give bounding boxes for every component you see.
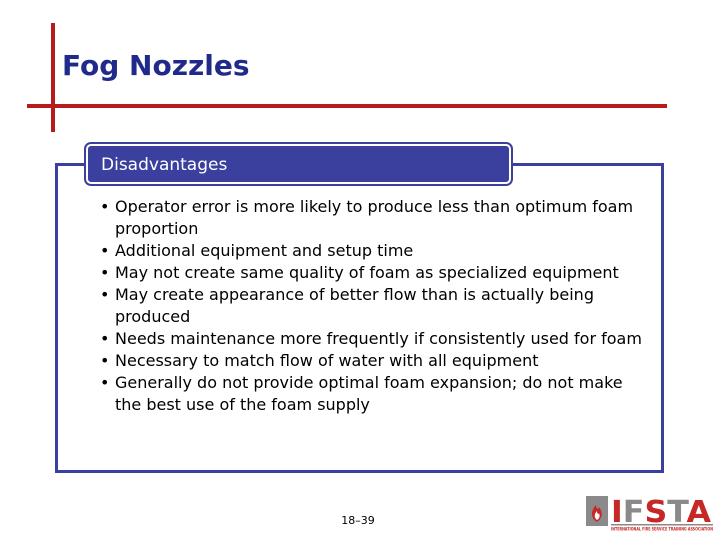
bullet-text: May not create same quality of foam as specialized equipment — [115, 263, 619, 282]
section-header-label: Disadvantages — [101, 155, 228, 175]
logo-wordmark: IFSTA — [611, 495, 710, 530]
red-accent-vertical-line — [51, 23, 55, 132]
bullet-text: Necessary to match flow of water with all equipment — [115, 351, 539, 370]
bullet-icon: • — [100, 241, 110, 260]
list-item — [100, 240, 645, 262]
flame-logo-icon — [586, 496, 608, 526]
disadvantages-list — [100, 196, 645, 416]
bullet-icon: • — [100, 373, 110, 392]
list-item — [100, 350, 645, 372]
list-item — [100, 284, 645, 328]
bullet-icon: • — [100, 263, 110, 282]
logo-tagline: INTERNATIONAL FIRE SERVICE TRAINING ASSOCIATION — [611, 526, 713, 532]
list-item — [100, 372, 645, 416]
bullet-text: Operator error is more likely to produce less than optimum foam proportion — [115, 197, 634, 238]
page-number: 18–39 — [341, 514, 375, 527]
bullet-icon: • — [100, 197, 110, 216]
bullet-icon: • — [100, 329, 110, 348]
section-header-bar — [86, 144, 511, 184]
red-accent-horizontal-line — [27, 104, 667, 108]
list-item — [100, 328, 645, 350]
list-item — [100, 262, 645, 284]
bullet-text: Needs maintenance more frequently if consistently used for foam — [115, 329, 642, 348]
list-item — [100, 196, 645, 240]
bullet-icon: • — [100, 351, 110, 370]
bullet-icon: • — [100, 285, 110, 304]
bullet-text: Generally do not provide optimal foam expansion; do not make the best use of the foam supply — [115, 373, 623, 414]
bullet-text: Additional equipment and setup time — [115, 241, 414, 260]
bullet-text: May create appearance of better flow than is actually being produced — [115, 285, 594, 326]
slide-title: Fog Nozzles — [62, 49, 250, 82]
ifsta-logo — [585, 494, 715, 532]
